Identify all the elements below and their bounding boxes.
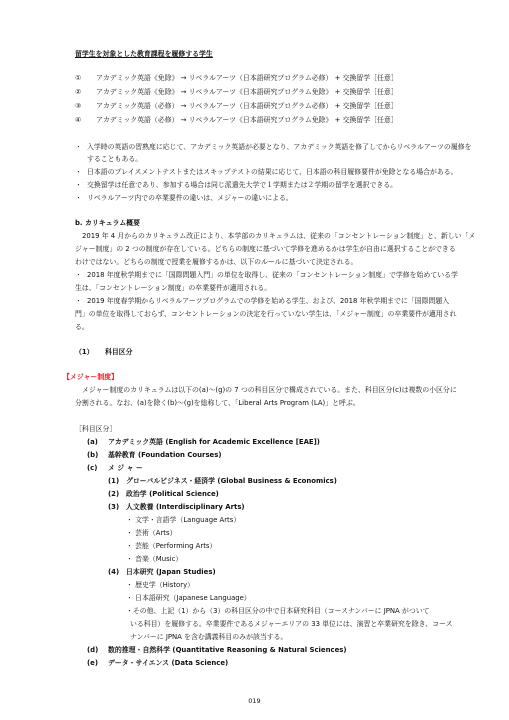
bullet: ・ xyxy=(75,297,82,305)
category-text: データ・サイエンス (Data Science) xyxy=(108,659,229,667)
subcategory-text: 政治学 (Political Science) xyxy=(126,490,219,498)
note-text: リベラルアーツ内での卒業要件の違いは、メジャーの違いによる。 xyxy=(87,194,293,202)
bullet: ・ xyxy=(75,271,82,279)
subcategory-subitem: ・ 芸能（Performing Arts） xyxy=(126,542,217,550)
category-text: アカデミック英語 (English for Academic Excellence [EAE]) xyxy=(108,438,320,446)
subcategory-id: (4) xyxy=(108,568,120,576)
subsection-heading xyxy=(75,348,133,357)
subcategory-subitem: ・ 芸術（Arts） xyxy=(126,529,177,537)
rule-text-continued: る。 xyxy=(75,323,89,331)
note-text-continued: することもある。 xyxy=(87,155,143,163)
rule-item xyxy=(75,271,458,280)
category-id: (b) xyxy=(87,451,99,459)
subsection-title: 科目区分 xyxy=(105,348,133,356)
category-list-title: ［科目区分］ xyxy=(75,425,117,433)
subcategory-text: 人文教養 (Interdisciplinary Arts) xyxy=(126,503,245,511)
course-text: アカデミック英語《免除》 → リベラルアーツ（日本語研究プログラム必修） + 交換留学［任意］ xyxy=(96,74,398,82)
subcategory-id: (2) xyxy=(108,490,120,498)
category-text: メ ジ ャ ー xyxy=(108,464,143,472)
paragraph-line: 分割される。なお、(a)を除く(b)～(g)を総称して、「Liberal Arts Program (LA)」と呼ぶ。 xyxy=(75,399,360,407)
course-text: アカデミック英語（必修） → リベラルアーツ《日本語研究プログラム免除》 + 交換留学［任意］ xyxy=(96,116,398,124)
course-path-1 xyxy=(75,74,398,83)
paragraph-line: メジャー制度のカリキュラムは以下の(a)～(g)の 7 つの科目区分で構成されている。また、科目区分(c)は複数の小区分に xyxy=(82,386,457,394)
subcategory-subitem: ・ 歴史学（History） xyxy=(126,581,195,589)
course-text: アカデミック英語《免除》 → リベラルアーツ《日本語研究プログラム免除》 + 交換留学［任意］ xyxy=(96,88,398,96)
bullet: ・ xyxy=(75,143,82,151)
subcategory-text: 日本研究 (Japan Studies) xyxy=(126,568,216,576)
subcategory-subitem: ・ 音楽（Music） xyxy=(126,555,183,563)
course-number: ③ xyxy=(75,102,82,110)
category-item xyxy=(87,451,221,460)
bullet: ・ xyxy=(75,168,82,176)
paragraph-line: わけではない。どちらの制度で授業を履修するかは、以下のルールに基づいて決定される。 xyxy=(75,258,358,266)
category-id: (e) xyxy=(87,659,98,667)
section-b-title: b. カリキュラム概要 xyxy=(75,219,141,227)
category-text: 数的推理・自然科学 (Quantitative Reasoning & Natural Sciences) xyxy=(108,646,347,654)
category-item xyxy=(87,464,143,473)
category-text: 基幹教育 (Foundation Courses) xyxy=(108,451,222,459)
note-text: 交換留学は任意であり、参加する場合は同じ派遣先大学で１学期または２学期の留学を選択できる。 xyxy=(87,181,398,189)
other-note-line: ・その他、上記（1）から（3）の科目区分の中で日本研究科目（コースナンバーに JPNA がついて xyxy=(126,607,430,615)
subcategory-id: (1) xyxy=(108,477,120,485)
category-item xyxy=(87,646,347,655)
subcategory-item xyxy=(108,477,337,486)
course-text: アカデミック英語（必修） → リベラルアーツ（日本語研究プログラム必修） + 交換留学［任意］ xyxy=(96,102,398,110)
rule-text-continued: 門」の単位を取得しておらず、コンセントレーションの決定を行っていない学生は、「メジャー制度」の卒業要件が適用され xyxy=(75,310,457,318)
subsection-number: （1） xyxy=(75,348,94,356)
note-item xyxy=(75,168,458,177)
course-path-3 xyxy=(75,102,398,111)
note-item xyxy=(75,194,293,203)
rule-item xyxy=(75,297,449,306)
subcategory-subitem: ・ 文学・言語学（Language Arts） xyxy=(126,516,241,524)
bullet: ・ xyxy=(75,181,82,189)
course-number: ① xyxy=(75,74,82,82)
subcategory-text: グローバルビジネス・経済学 (Global Business & Economics) xyxy=(126,477,337,485)
category-id: (d) xyxy=(87,646,99,654)
category-item xyxy=(87,438,320,447)
category-id: (c) xyxy=(87,464,98,472)
subcategory-item xyxy=(108,568,216,577)
note-text: 入学時の英語の習熟度に応じて、アカデミック英語が必要となり、アカデミック英語を修了してからリベラルアーツの履修を xyxy=(87,143,472,151)
rule-text: 2019 年度春学期からリベラルアーツプログラムでの学修を始める学生、および、2018 年秋学期までに「国際問題入 xyxy=(87,297,450,305)
other-note-line: いる科目）を履修する。卒業要件であるメジャーエリアの 33 単位には、演習と卒業研究を除き、コース xyxy=(130,620,453,628)
subcategory-subitem: ・ 日本語研究（Japanese Language） xyxy=(126,594,251,602)
note-text: 日本語のプレイスメントテストまたはスキップテストの結果に応じて、日本語の科目履修要件が免除となる場合がある。 xyxy=(87,168,458,176)
category-item xyxy=(87,659,228,668)
bullet: ・ xyxy=(75,194,82,202)
course-path-2 xyxy=(75,88,398,97)
course-path-4 xyxy=(75,116,398,125)
paragraph-line: ジャー制度」の 2 つの制度が存在している。どちらの制度に基づいて学修を進めるかは学生が自由に選択することができる xyxy=(75,245,456,253)
note-item xyxy=(75,181,397,190)
subcategory-item xyxy=(108,503,245,512)
section-heading: 留学生を対象とした教育課程を履修する学生 xyxy=(75,50,213,58)
major-system-label: 【メジャー制度】 xyxy=(63,373,118,381)
subcategory-id: (3) xyxy=(108,503,120,511)
course-number: ② xyxy=(75,88,82,96)
subcategory-item xyxy=(108,490,219,499)
category-id: (a) xyxy=(87,438,98,446)
note-item xyxy=(75,143,472,152)
rule-text-continued: 生は、「コンセントレーション制度」の卒業要件が適用される。 xyxy=(75,284,272,292)
course-number: ④ xyxy=(75,116,82,124)
page-number: 019 xyxy=(248,697,261,705)
paragraph-line: 2019 年 4 月からのカリキュラム改正により、本学部のカリキュラムは、従来の「コンセントレーション制度」と、新しい「メ xyxy=(82,232,476,240)
rule-text: 2018 年度秋学期までに「国際問題入門」の単位を取得し、従来の「コンセントレーション制度」で学修を始めている学 xyxy=(87,271,458,279)
other-note-line: ナンバーに JPNA を含む講義科目のみが該当する。 xyxy=(130,633,288,641)
